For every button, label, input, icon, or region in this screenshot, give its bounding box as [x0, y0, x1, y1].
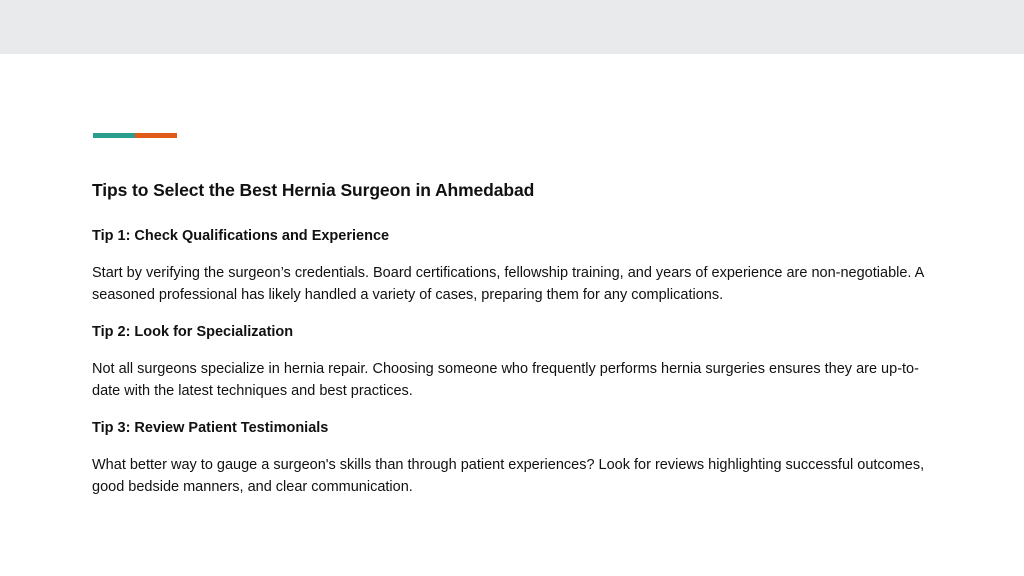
header-band [0, 0, 1024, 54]
tip-body: Not all surgeons specialize in hernia repair. Choosing someone who frequently performs hernia surgeries ensures they are up-to-date with the latest techniques and best practices. [92, 361, 919, 399]
tip-body: What better way to gauge a surgeon's skills than through patient experiences? Look for reviews highlighting successful outcomes, good bedside manners, and clear communication. [92, 457, 925, 495]
accent-divider [93, 133, 177, 138]
tip-body: Start by verifying the surgeon’s credentials. Board certifications, fellowship training, and years of experience are non-negotiable. A seasoned professional has likely handled a variety of cases, preparing them for any complications. [92, 265, 924, 303]
tip-heading: Tip 3: Review Patient Testimonials [92, 420, 329, 436]
main-content [92, 178, 932, 498]
accent-segment-orange [135, 133, 177, 138]
accent-segment-teal [93, 133, 135, 138]
tip-heading: Tip 1: Check Qualifications and Experience [92, 228, 390, 244]
page-title: Tips to Select the Best Hernia Surgeon in Ahmedabad [92, 180, 535, 200]
tip-heading: Tip 2: Look for Specialization [92, 324, 294, 340]
